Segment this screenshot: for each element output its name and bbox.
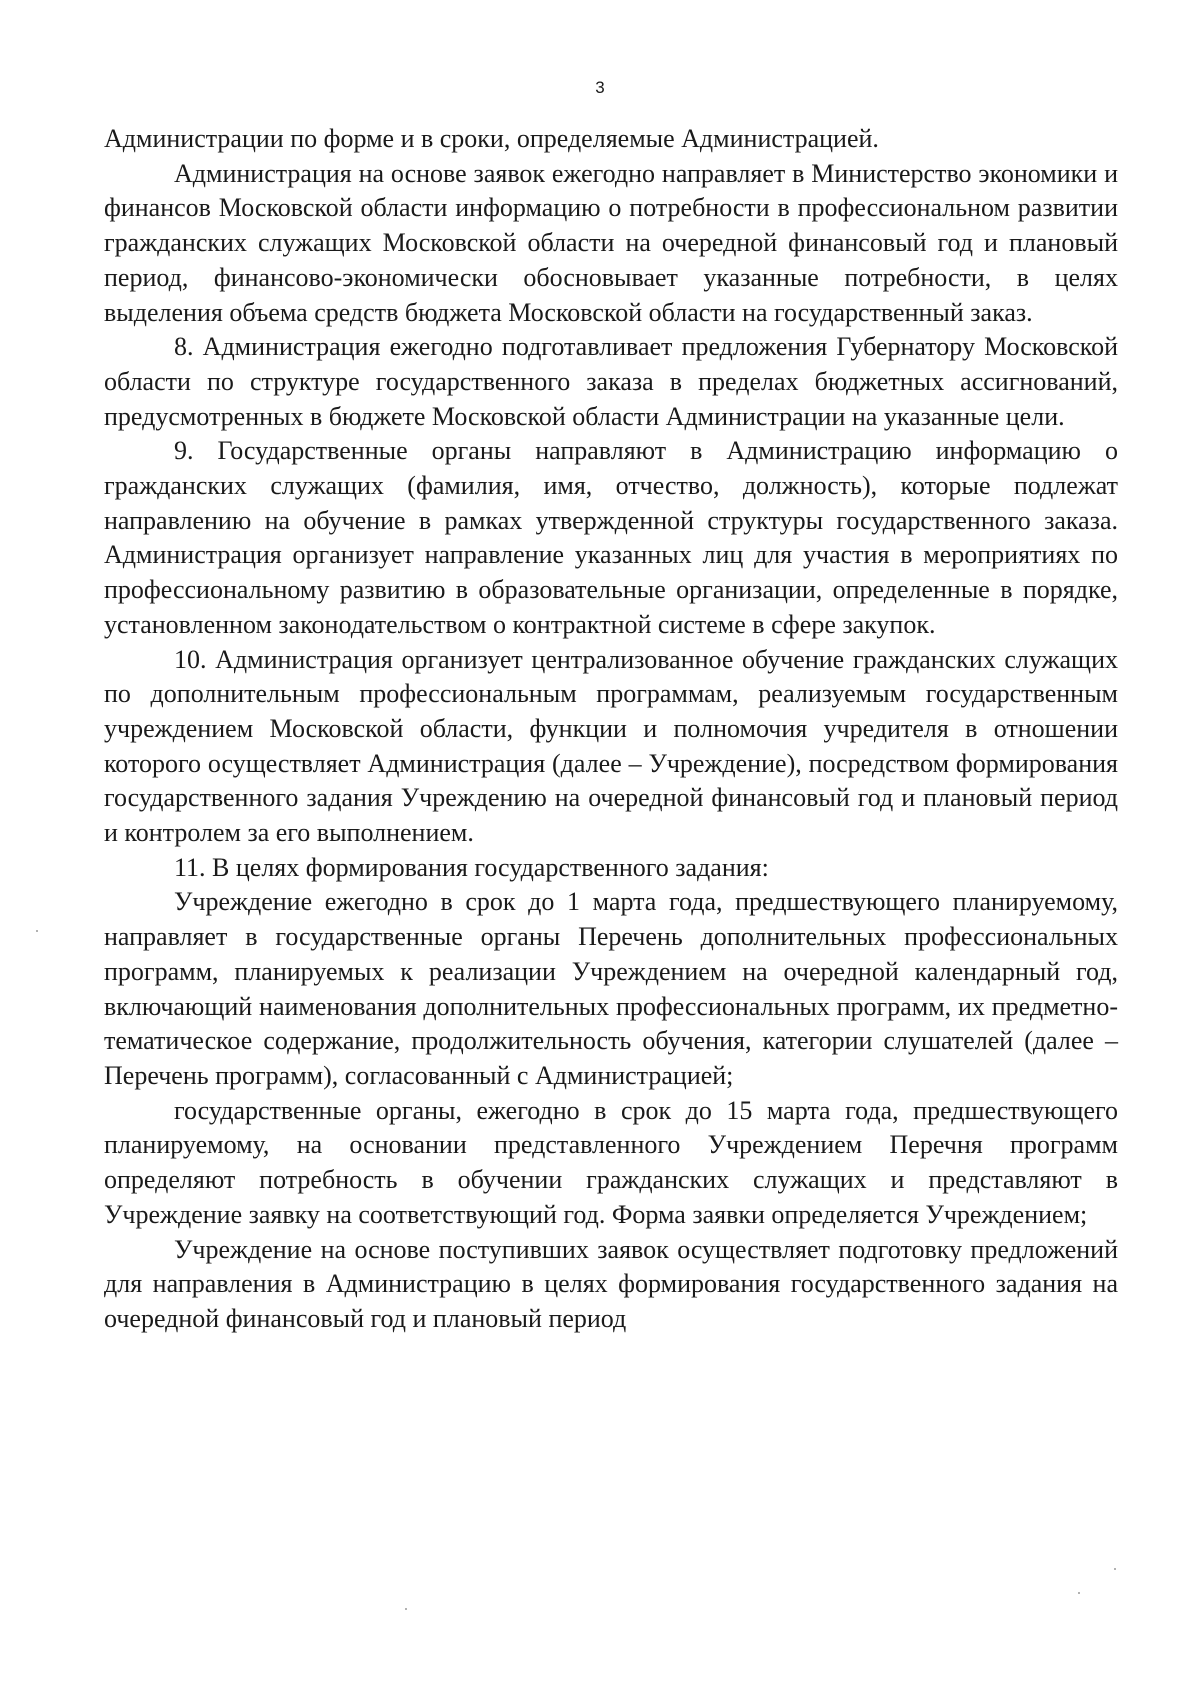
paragraph-item-10: 10. Администрация организует централизованное обучение гражданских служащих по дополнительным профессиональным программам, реализуемым государственным учреждением Московской области, функции и полномочия учредителя в отношении которого осуществляет Администрация (далее – Учреждение), посредством формирования государственного задания Учреждению на очередной финансовый год и плановый период и контролем за его выполнением. bbox=[104, 644, 1118, 848]
paragraph-item-8: 8. Администрация ежегодно подготавливает предложения Губернатору Московской области по структуре государственного заказа в пределах бюджетных ассигнований, предусмотренных в бюджете Московской области Администрации на указанные цели. bbox=[104, 332, 1118, 431]
scan-speck bbox=[1078, 1592, 1080, 1594]
page-number: 3 bbox=[595, 78, 605, 97]
paragraph-item-9: 9. Государственные органы направляют в Администрацию информацию о гражданских служащих (фамилия, имя, отчество, должность), которые подлежат направлению на обучение в рамках утвержденной структуры государственного заказа. Администрация организует направление указанных лиц для участия в мероприятиях по профессиональному развитию в образовательные организации, определенные в порядке, установленном законодательством о контрактной системе в сфере закупок. bbox=[104, 436, 1118, 639]
paragraph-state-bodies: государственные органы, ежегодно в срок до 15 марта года, предшествующего планируемому, на основании представленного Учреждением Перечня программ определяют потребность в обучении гражданских служащих и представляют в Учреждение заявку на соответствующий год. Форма заявки определяется Учреждением; bbox=[104, 1095, 1118, 1229]
document-body bbox=[104, 122, 1118, 1337]
paragraph-institution-proposals: Учреждение на основе поступивших заявок осуществляет подготовку предложений для направления в Администрацию в целях формирования государственного задания на очередной финансовый год и плановый период bbox=[104, 1234, 1118, 1333]
paragraph-institution-list: Учреждение ежегодно в срок до 1 марта года, предшествующего планируемому, направляет в государственные органы Перечень дополнительных профессиональных программ, планируемых к реализации Учреждением на очередной календарный год, включающий наименования дополнительных профессиональных программ, их предметно-тематическое содержание, продолжительность обучения, категории слушателей (далее – Перечень программ), согласованный с Администрацией; bbox=[104, 887, 1118, 1090]
scan-speck bbox=[405, 1608, 407, 1610]
paragraph-continuation: Администрации по форме и в сроки, определяемые Администрацией. bbox=[104, 124, 879, 153]
scan-speck bbox=[36, 930, 38, 932]
scan-speck bbox=[1114, 1568, 1116, 1570]
paragraph-budget-request: Администрация на основе заявок ежегодно направляет в Министерство экономики и финансов Московской области информацию о потребности в профессиональном развитии гражданских служащих Московской области на очередной финансовый год и плановый период, финансово-экономически обосновывает указанные потребности, в целях выделения объема средств бюджета Московской области на государственный заказ. bbox=[104, 158, 1118, 327]
paragraph-item-11: 11. В целях формирования государственного задания: bbox=[174, 852, 769, 882]
